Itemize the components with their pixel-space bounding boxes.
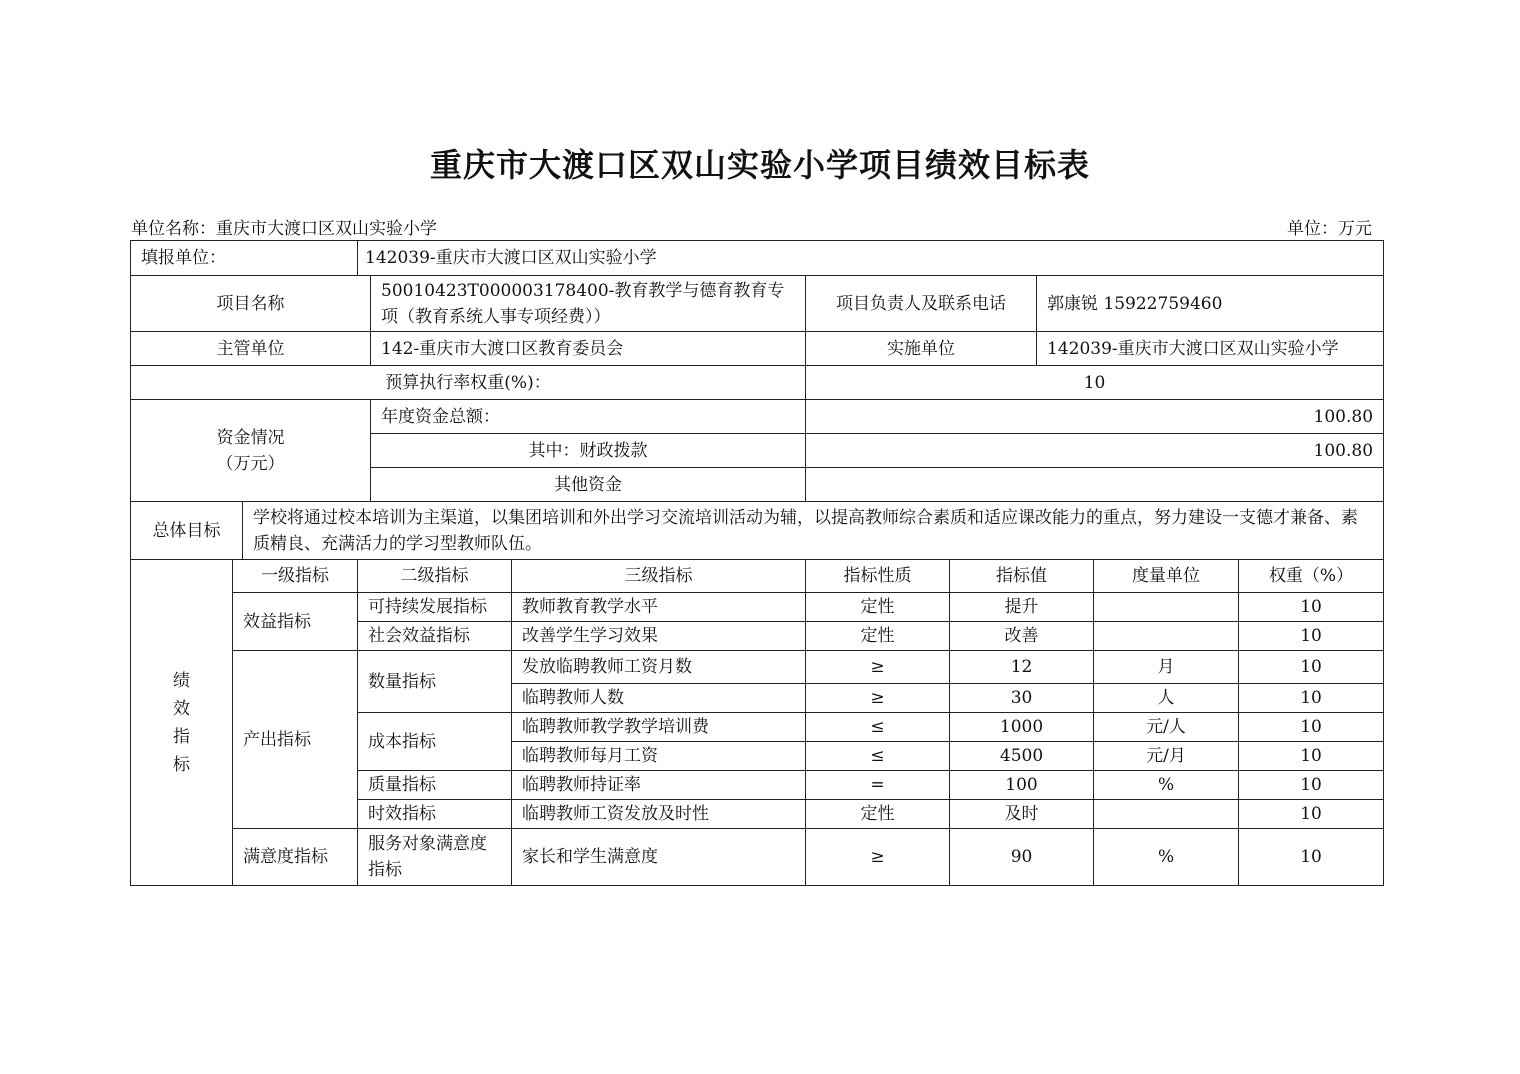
unit-cell: 元/人 (1094, 713, 1239, 742)
unit-cell: 元/月 (1094, 742, 1239, 771)
supervisor-value: 142-重庆市大渡口区教育委员会 (371, 332, 806, 366)
header-level2: 二级指标 (358, 560, 512, 593)
unit-cell: % (1094, 829, 1239, 886)
level3-cell: 改善学生学习效果 (512, 622, 806, 651)
level2-sustainable: 可持续发展指标 (358, 593, 512, 622)
impl-unit-value: 142039-重庆市大渡口区双山实验小学 (1037, 332, 1384, 366)
perf-char-4: 标 (173, 754, 190, 775)
unit-cell: 人 (1094, 684, 1239, 713)
weight-cell: 10 (1239, 742, 1384, 771)
nature-cell: ≤ (806, 713, 950, 742)
header-level1: 一级指标 (233, 560, 358, 593)
value-cell: 30 (950, 684, 1094, 713)
perf-char-3: 指 (173, 726, 190, 747)
fill-unit-label: 填报单位： (131, 241, 358, 276)
weight-cell: 10 (1239, 771, 1384, 800)
budget-rate-row (131, 366, 1384, 400)
fill-unit-row (131, 241, 1384, 276)
level3-cell: 教师教育教学水平 (512, 593, 806, 622)
other-funds-label: 其他资金 (371, 468, 806, 502)
unit-name-label: 单位名称：重庆市大渡口区双山实验小学 (131, 219, 437, 239)
indicator-header-row (131, 560, 1384, 593)
fiscal-value: 100.80 (806, 434, 1384, 468)
level2-quality: 质量指标 (358, 771, 512, 800)
weight-cell: 10 (1239, 651, 1384, 684)
contact-label: 项目负责人及联系电话 (806, 276, 1037, 332)
weight-cell: 10 (1239, 829, 1384, 886)
unit-cell: % (1094, 771, 1239, 800)
funds-label-line2: （万元） (216, 453, 285, 474)
unit-cell (1094, 593, 1239, 622)
project-name-value: 50010423T000003178400-教育教学与德育教育专项（教育系统人事专项经费）） (371, 276, 806, 332)
overall-goal-value: 学校将通过校本培训为主渠道，以集团培训和外出学习交流培训活动为辅，以提高教师综合素质和适应课改能力的重点，努力建设一支德才兼备、素质精良、充满活力的学习型教师队伍。 (243, 502, 1384, 560)
level3-cell: 临聘教师工资发放及时性 (512, 800, 806, 829)
unit-cell (1094, 800, 1239, 829)
performance-target-table (130, 240, 1384, 886)
nature-cell: = (806, 771, 950, 800)
nature-cell: ≤ (806, 742, 950, 771)
value-cell: 改善 (950, 622, 1094, 651)
level2-service: 服务对象满意度指标 (358, 829, 512, 886)
fiscal-label: 其中：财政拨款 (371, 434, 806, 468)
header-value: 指标值 (950, 560, 1094, 593)
funds-label (131, 400, 371, 502)
header-nature: 指标性质 (806, 560, 950, 593)
budget-rate-label: 预算执行率权重(%)： (131, 366, 806, 400)
level1-satisfaction: 满意度指标 (233, 829, 358, 886)
nature-cell: ≥ (806, 684, 950, 713)
value-cell: 90 (950, 829, 1094, 886)
weight-cell: 10 (1239, 713, 1384, 742)
project-name-label: 项目名称 (131, 276, 371, 332)
currency-unit-label: 单位：万元 (1287, 219, 1372, 239)
level2-social: 社会效益指标 (358, 622, 512, 651)
perf-char-2: 效 (173, 698, 190, 719)
value-cell: 4500 (950, 742, 1094, 771)
supervisor-row (131, 332, 1384, 366)
supervisor-label: 主管单位 (131, 332, 371, 366)
overall-goal-label: 总体目标 (131, 502, 243, 560)
weight-cell: 10 (1239, 800, 1384, 829)
contact-value: 郭康锐 15922759460 (1037, 276, 1384, 332)
annual-total-value: 100.80 (806, 400, 1384, 434)
level3-cell: 临聘教师教学教学培训费 (512, 713, 806, 742)
value-cell: 提升 (950, 593, 1094, 622)
value-cell: 及时 (950, 800, 1094, 829)
value-cell: 1000 (950, 713, 1094, 742)
level3-cell: 临聘教师持证率 (512, 771, 806, 800)
perf-indicator-label (131, 560, 233, 886)
perf-char-1: 绩 (173, 670, 190, 691)
weight-cell: 10 (1239, 593, 1384, 622)
level2-timeliness: 时效指标 (358, 800, 512, 829)
page-title: 重庆市大渡口区双山实验小学项目绩效目标表 (429, 146, 1090, 184)
header-unit: 度量单位 (1094, 560, 1239, 593)
overall-goal-row (131, 502, 1384, 560)
unit-cell (1094, 622, 1239, 651)
funds-label-line1: 资金情况 (216, 427, 285, 448)
level2-quantity: 数量指标 (358, 651, 512, 713)
table-row (131, 651, 1384, 684)
nature-cell: ≥ (806, 651, 950, 684)
annual-total-row (131, 400, 1384, 434)
level3-cell: 临聘教师人数 (512, 684, 806, 713)
other-funds-value (806, 468, 1384, 502)
table-row (131, 829, 1384, 886)
impl-unit-label: 实施单位 (806, 332, 1037, 366)
nature-cell: 定性 (806, 622, 950, 651)
weight-cell: 10 (1239, 684, 1384, 713)
level1-output: 产出指标 (233, 651, 358, 829)
level3-cell: 临聘教师每月工资 (512, 742, 806, 771)
header-level3: 三级指标 (512, 560, 806, 593)
nature-cell: 定性 (806, 593, 950, 622)
value-cell: 100 (950, 771, 1094, 800)
level2-cost: 成本指标 (358, 713, 512, 771)
nature-cell: ≥ (806, 829, 950, 886)
fill-unit-value: 142039-重庆市大渡口区双山实验小学 (358, 241, 1384, 276)
header-weight: 权重（%） (1239, 560, 1384, 593)
level3-cell: 发放临聘教师工资月数 (512, 651, 806, 684)
budget-rate-value: 10 (806, 366, 1384, 400)
table-row (131, 593, 1384, 622)
project-name-row (131, 276, 1384, 332)
annual-total-label: 年度资金总额： (371, 400, 806, 434)
level1-benefit: 效益指标 (233, 593, 358, 651)
weight-cell: 10 (1239, 622, 1384, 651)
unit-cell: 月 (1094, 651, 1239, 684)
nature-cell: 定性 (806, 800, 950, 829)
value-cell: 12 (950, 651, 1094, 684)
level3-cell: 家长和学生满意度 (512, 829, 806, 886)
